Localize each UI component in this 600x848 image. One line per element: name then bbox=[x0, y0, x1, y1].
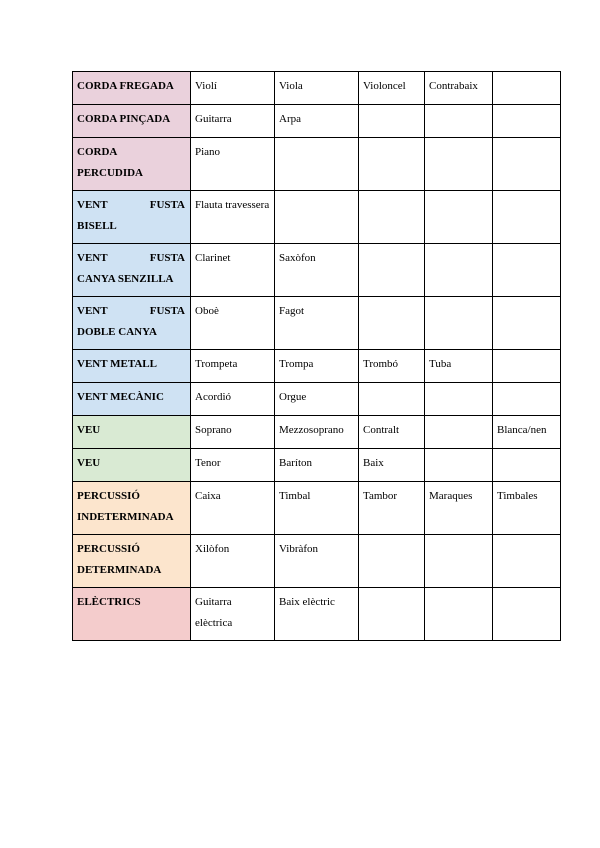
category-cell bbox=[73, 535, 191, 588]
table-row bbox=[73, 138, 561, 191]
instrument-name: Trombó bbox=[363, 358, 399, 370]
table-row bbox=[73, 535, 561, 588]
instrument-name: Guitarra elèctrica bbox=[195, 596, 233, 629]
instrument-cell bbox=[191, 350, 275, 383]
instrument-cell bbox=[425, 588, 493, 641]
table-row bbox=[73, 350, 561, 383]
instrument-cell bbox=[493, 244, 561, 297]
instrument-name: Contrabaix bbox=[429, 80, 478, 92]
instrument-cell bbox=[191, 588, 275, 641]
instrument-cell bbox=[493, 350, 561, 383]
category-label: VENT METALL bbox=[77, 358, 157, 370]
instrument-cell bbox=[493, 105, 561, 138]
table-row bbox=[73, 449, 561, 482]
instrument-name: Baix bbox=[363, 457, 384, 469]
table-row bbox=[73, 297, 561, 350]
instrument-cell bbox=[191, 383, 275, 416]
table-row bbox=[73, 383, 561, 416]
instrument-name: Clarinet bbox=[195, 252, 231, 264]
instrument-cell bbox=[275, 383, 359, 416]
instrument-cell bbox=[359, 244, 425, 297]
instrument-cell bbox=[425, 383, 493, 416]
category-label: VENT MECÀNIC bbox=[77, 391, 164, 403]
table-row bbox=[73, 244, 561, 297]
instrument-cell bbox=[359, 416, 425, 449]
instrument-cell bbox=[191, 191, 275, 244]
instrument-cell bbox=[493, 482, 561, 535]
instrument-cell bbox=[425, 72, 493, 105]
instrument-cell bbox=[275, 191, 359, 244]
category-cell bbox=[73, 482, 191, 535]
instrument-cell bbox=[191, 138, 275, 191]
category-label: VEU bbox=[77, 424, 101, 436]
category-label: VENT FUSTA BISELL bbox=[77, 199, 185, 232]
category-label: ELÈCTRICS bbox=[77, 596, 141, 608]
instrument-cell bbox=[493, 72, 561, 105]
instrument-cell bbox=[425, 138, 493, 191]
instrument-cell bbox=[191, 416, 275, 449]
instrument-name: Baix elèctric bbox=[279, 596, 335, 608]
instrument-name: Mezzosoprano bbox=[279, 424, 344, 436]
instrument-name: Trompa bbox=[279, 358, 314, 370]
category-label: PERCUSSIÓ INDETERMINADA bbox=[77, 490, 174, 523]
instrument-name: Orgue bbox=[279, 391, 307, 403]
instrument-cell bbox=[191, 244, 275, 297]
instrument-name: Tuba bbox=[429, 358, 452, 370]
instrument-cell bbox=[191, 535, 275, 588]
instrument-cell bbox=[275, 72, 359, 105]
category-cell bbox=[73, 138, 191, 191]
instrument-cell bbox=[493, 416, 561, 449]
instrument-name: Timbales bbox=[497, 490, 538, 502]
instrument-cell bbox=[275, 416, 359, 449]
instrument-cell bbox=[191, 482, 275, 535]
instrument-cell bbox=[425, 244, 493, 297]
instrument-cell bbox=[359, 105, 425, 138]
table-row bbox=[73, 72, 561, 105]
instrument-cell bbox=[359, 482, 425, 535]
instrument-cell bbox=[425, 350, 493, 383]
instrument-cell bbox=[425, 482, 493, 535]
instrument-name: Baríton bbox=[279, 457, 312, 469]
category-cell bbox=[73, 297, 191, 350]
instrument-name: Oboè bbox=[195, 305, 219, 317]
instrument-cell bbox=[191, 72, 275, 105]
instrument-cell bbox=[359, 588, 425, 641]
instrument-cell bbox=[359, 191, 425, 244]
category-label: CORDA FREGADA bbox=[77, 80, 174, 92]
instrument-name: Blanca/nen bbox=[497, 424, 547, 436]
category-cell bbox=[73, 244, 191, 297]
instrument-cell bbox=[359, 350, 425, 383]
instrument-cell bbox=[425, 449, 493, 482]
instrument-cell bbox=[425, 416, 493, 449]
category-cell bbox=[73, 383, 191, 416]
instrument-cell bbox=[359, 138, 425, 191]
instrument-name: Arpa bbox=[279, 113, 301, 125]
instrument-cell bbox=[425, 191, 493, 244]
table-row bbox=[73, 482, 561, 535]
instrument-cell bbox=[275, 350, 359, 383]
category-label: CORDA PERCUDIDA bbox=[77, 146, 143, 179]
instrument-name: Flauta travessera bbox=[195, 199, 270, 211]
table-row bbox=[73, 105, 561, 138]
instrument-cell bbox=[275, 482, 359, 535]
instrument-name: Tenor bbox=[195, 457, 221, 469]
instrument-cell bbox=[191, 297, 275, 350]
instrument-name: Fagot bbox=[279, 305, 305, 317]
category-label: VEU bbox=[77, 457, 101, 469]
instrument-name: Trompeta bbox=[195, 358, 238, 370]
instrument-cell bbox=[493, 535, 561, 588]
instrument-cell bbox=[493, 588, 561, 641]
category-cell bbox=[73, 191, 191, 244]
instrument-name: Violí bbox=[195, 80, 217, 92]
instrument-name: Maraques bbox=[429, 490, 473, 502]
instrument-cell bbox=[425, 297, 493, 350]
instrument-name: Tambor bbox=[363, 490, 398, 502]
instrument-cell bbox=[275, 535, 359, 588]
table-row bbox=[73, 191, 561, 244]
instrument-cell bbox=[493, 191, 561, 244]
instrument-name: Contralt bbox=[363, 424, 400, 436]
category-cell bbox=[73, 72, 191, 105]
category-label: CORDA PINÇADA bbox=[77, 113, 171, 125]
instrument-name: Vibràfon bbox=[279, 543, 319, 555]
instrument-cell bbox=[359, 535, 425, 588]
table-row bbox=[73, 416, 561, 449]
instrument-cell bbox=[359, 383, 425, 416]
instrument-cell bbox=[359, 449, 425, 482]
category-cell bbox=[73, 416, 191, 449]
instrument-name: Piano bbox=[195, 146, 221, 158]
instrument-cell bbox=[493, 138, 561, 191]
category-label: VENT FUSTA DOBLE CANYA bbox=[77, 305, 185, 338]
instrument-cell bbox=[493, 383, 561, 416]
instrument-name: Soprano bbox=[195, 424, 232, 436]
category-cell bbox=[73, 449, 191, 482]
instruments-table bbox=[72, 71, 561, 641]
category-label: VENT FUSTA CANYA SENZILLA bbox=[77, 252, 185, 285]
instrument-cell bbox=[493, 449, 561, 482]
instrument-name: Saxòfon bbox=[279, 252, 316, 264]
table-body bbox=[73, 72, 561, 641]
instrument-name: Guitarra bbox=[195, 113, 232, 125]
category-label: PERCUSSIÓ DETERMINADA bbox=[77, 543, 162, 576]
instrument-cell bbox=[275, 297, 359, 350]
instrument-name: Acordió bbox=[195, 391, 232, 403]
instrument-cell bbox=[275, 138, 359, 191]
instrument-cell bbox=[493, 297, 561, 350]
instrument-name: Timbal bbox=[279, 490, 311, 502]
instrument-cell bbox=[191, 449, 275, 482]
instrument-cell bbox=[275, 449, 359, 482]
category-cell bbox=[73, 588, 191, 641]
instrument-name: Violoncel bbox=[363, 80, 406, 92]
instrument-cell bbox=[275, 244, 359, 297]
category-cell bbox=[73, 105, 191, 138]
instrument-name: Viola bbox=[279, 80, 303, 92]
table-row bbox=[73, 588, 561, 641]
instrument-name: Caixa bbox=[195, 490, 221, 502]
instrument-cell bbox=[191, 105, 275, 138]
category-cell bbox=[73, 350, 191, 383]
instrument-cell bbox=[275, 105, 359, 138]
instrument-name: Xilòfon bbox=[195, 543, 230, 555]
instrument-cell bbox=[425, 535, 493, 588]
instrument-cell bbox=[425, 105, 493, 138]
instrument-cell bbox=[359, 297, 425, 350]
instrument-cell bbox=[359, 72, 425, 105]
instrument-cell bbox=[275, 588, 359, 641]
